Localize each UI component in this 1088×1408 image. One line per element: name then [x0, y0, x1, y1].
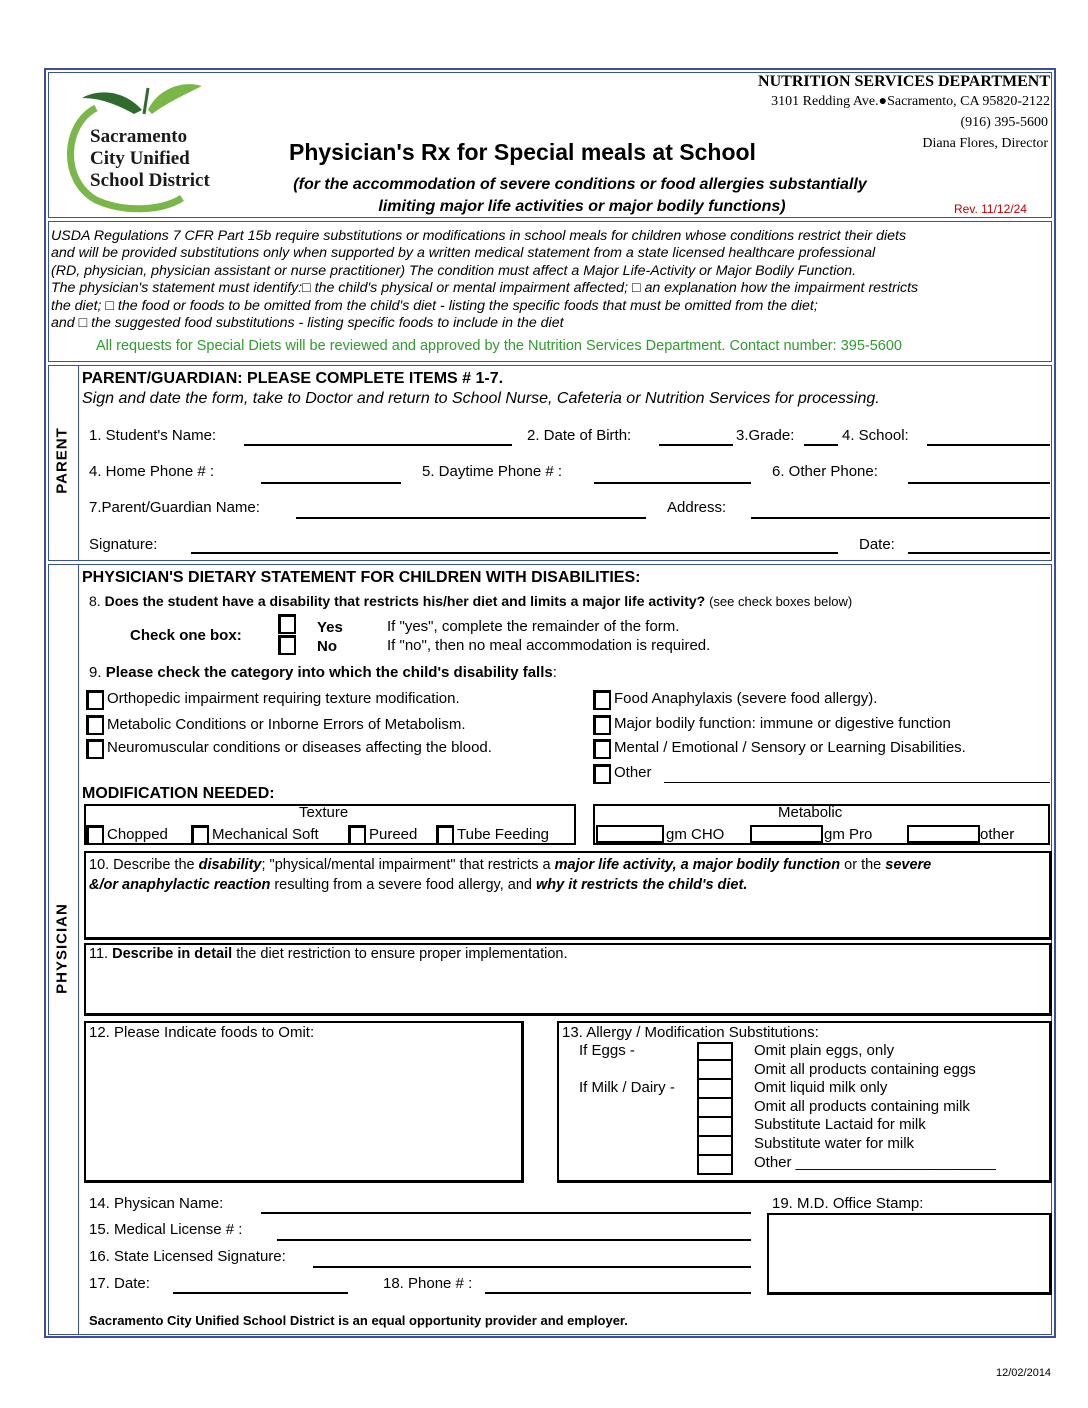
chopped-checkbox[interactable] [86, 825, 104, 845]
modification-heading: MODIFICATION NEEDED: [82, 785, 275, 802]
parent-heading: PARENT/GUARDIAN: PLEASE COMPLETE ITEMS # 1-7. [82, 370, 504, 387]
q10-part-h: resulting from a severe food allergy, and [270, 877, 537, 893]
gm-pro-label: gm Pro [824, 826, 873, 843]
q11-part-a: 11. [89, 946, 113, 962]
gm-cho-field[interactable] [596, 825, 664, 843]
substitution-item: Omit all products containing eggs [754, 1060, 976, 1078]
grade-field[interactable] [804, 444, 838, 446]
substitution-item: Substitute water for milk [754, 1134, 915, 1152]
mechanical-soft-checkbox[interactable] [191, 825, 209, 845]
address-label: Address: [667, 499, 727, 516]
home-phone-field[interactable] [261, 482, 401, 484]
q8-note: (see check boxes below) [709, 594, 853, 609]
usda-line-2: and will be provided substitutions only when supported by a written medical statement from a state licensed healthcare professional [51, 245, 876, 262]
dob-label: 2. Date of Birth: [527, 427, 632, 444]
usda-line-4: The physician's statement must identify:□ the child's physical or mental impairment affected; □ an explanation how the impairment restricts [51, 280, 919, 297]
q10-part-f: severe [885, 857, 932, 873]
q10-text [89, 855, 1049, 895]
anaphylaxis-checkbox[interactable] [593, 690, 611, 710]
review-note: All requests for Special Diets will be reviewed and approved by the Nutrition Services Department. Contact number: 395-5600 [96, 338, 902, 354]
q13-label: 13. Allergy / Modification Substitutions: [562, 1024, 819, 1041]
yes-checkbox[interactable] [278, 614, 296, 634]
if-eggs-label: If Eggs - [579, 1042, 635, 1059]
omit-plain-eggs-checkbox[interactable] [697, 1042, 733, 1061]
student-name-field[interactable] [244, 444, 512, 446]
q9-number: 9. [89, 664, 102, 681]
orthopedic-label: Orthopedic impairment requiring texture modification. [107, 690, 460, 707]
dept-address: 3101 Redding Ave.●Sacramento, CA 95820-2122 [771, 94, 1050, 109]
state-signature-label: 16. State Licensed Signature: [89, 1248, 286, 1265]
q8-question: Does the student have a disability that restricts his/her diet and limits a major life activity? [104, 593, 706, 609]
bodily-function-label: Major bodily function: immune or digestive function [614, 715, 951, 732]
tube-feeding-label: Tube Feeding [457, 826, 550, 843]
substitution-item: Omit liquid milk only [754, 1079, 888, 1097]
q8 [89, 593, 852, 609]
substitution-item: Omit plain eggs, only [754, 1042, 895, 1059]
usda-line-6: and □ the suggested food substitutions - listing specific foods to include in the diet [51, 315, 564, 332]
address-field[interactable] [751, 517, 1050, 519]
physician-side-label: PHYSICIAN [53, 903, 71, 994]
other-phone-label: 6. Other Phone: [772, 463, 878, 480]
other-category-label: Other [614, 764, 652, 781]
usda-text [51, 228, 918, 332]
substitution-item: Omit all products containing milk [754, 1097, 970, 1115]
no-checkbox[interactable] [278, 635, 296, 655]
grade-label: 3.Grade: [736, 427, 795, 444]
substitution-item: Other ________________________ [754, 1153, 996, 1171]
dept-director: Diana Flores, Director [922, 136, 1048, 151]
metabolic-other-label: other [980, 826, 1015, 843]
q9-question: Please check the category into which the child's disability falls [105, 664, 553, 681]
equal-opportunity-footer: Sacramento City Unified School District is an equal opportunity provider and employer. [89, 1313, 628, 1328]
omit-liquid-milk-checkbox[interactable] [697, 1080, 733, 1099]
physician-side-divider [78, 564, 79, 1335]
logo-line-3: School District [90, 170, 210, 191]
physician-name-field[interactable] [261, 1212, 751, 1214]
gm-pro-field[interactable] [750, 825, 823, 843]
usda-line-3: (RD, physician, physician assistant or nurse practitioner) The condition must affect a Major Life-Activity or Major Bodily Function. [51, 262, 857, 279]
q10-part-e: or the [840, 857, 886, 873]
office-stamp-label: 19. M.D. Office Stamp: [772, 1195, 924, 1212]
q11-text [89, 946, 567, 962]
physician-signature-field[interactable] [313, 1266, 751, 1268]
school-label: 4. School: [842, 427, 909, 444]
q8-number: 8. [89, 593, 101, 609]
q12-label: 12. Please Indicate foods to Omit: [89, 1024, 315, 1041]
omit-milk-products-checkbox[interactable] [697, 1099, 733, 1118]
tube-feeding-checkbox[interactable] [436, 825, 454, 845]
guardian-name-field[interactable] [296, 517, 646, 519]
physician-heading: PHYSICIAN'S DIETARY STATEMENT FOR CHILDREN WITH DISABILITIES: [82, 569, 641, 586]
q10-part-d: major life activity, a major bodily function [554, 857, 841, 873]
anaphylaxis-label: Food Anaphylaxis (severe food allergy). [614, 690, 878, 707]
physician-date-field[interactable] [173, 1292, 348, 1294]
q10-part-a: 10. Describe the [89, 857, 199, 873]
omit-egg-products-checkbox[interactable] [697, 1061, 733, 1080]
pureed-checkbox[interactable] [348, 825, 366, 845]
foods-to-omit-box[interactable] [84, 1021, 524, 1183]
substitution-item: Substitute Lactaid for milk [754, 1116, 926, 1134]
no-label: No [317, 638, 337, 655]
logo-line-1: Sacramento [90, 126, 188, 147]
yes-label: Yes [317, 619, 343, 636]
bodily-function-checkbox[interactable] [593, 715, 611, 735]
q11-part-b: Describe in detail [112, 946, 233, 962]
guardian-name-label: 7.Parent/Guardian Name: [89, 499, 260, 516]
orthopedic-checkbox[interactable] [86, 690, 104, 710]
q10-part-i: why it restricts the child's diet. [536, 877, 748, 893]
mechanical-soft-label: Mechanical Soft [212, 826, 319, 843]
physician-name-label: 14. Physican Name: [89, 1195, 224, 1212]
dob-field[interactable] [659, 444, 733, 446]
parent-side-divider [78, 365, 79, 561]
q10-part-c: ; "physical/mental impairment" that restricts a [261, 857, 555, 873]
logo-line-2: City Unified [90, 148, 190, 169]
texture-label: Texture [299, 804, 349, 821]
other-category-checkbox[interactable] [593, 764, 611, 784]
parent-date-label: Date: [859, 536, 895, 553]
dept-phone: (916) 395-5600 [960, 115, 1048, 130]
signature-label: Signature: [89, 536, 158, 553]
pureed-label: Pureed [369, 826, 418, 843]
mental-checkbox[interactable] [593, 739, 611, 759]
usda-line-5: the diet; □ the food or foods to be omitted from the child's diet - listing the specific foods that must be omitted from the diet; [51, 297, 818, 314]
water-checkbox[interactable] [697, 1137, 733, 1156]
q9 [89, 664, 557, 681]
physician-phone-label: 18. Phone # : [383, 1275, 473, 1292]
page-date: 12/02/2014 [996, 1367, 1052, 1379]
q9-colon: : [552, 664, 557, 681]
check-one-label: Check one box: [130, 627, 242, 644]
form-subtitle-2: limiting major life activities or major bodily functions) [378, 198, 786, 215]
chopped-label: Chopped [107, 826, 168, 843]
yes-note: If "yes", complete the remainder of the form. [387, 618, 680, 635]
parent-side-label: PARENT [53, 427, 71, 494]
other-phone-field[interactable] [908, 482, 1050, 484]
form-subtitle-1: (for the accommodation of severe conditions or food allergies substantially [293, 176, 867, 193]
gm-cho-label: gm CHO [666, 826, 725, 843]
daytime-phone-field[interactable] [594, 482, 751, 484]
form-title: Physician's Rx for Special meals at School [289, 139, 756, 165]
parent-instructions: Sign and date the form, take to Doctor and return to School Nurse, Cafeteria or Nutrition Services for processing. [82, 390, 880, 407]
metabolic-mod-label: Metabolic [778, 804, 843, 821]
lactaid-checkbox[interactable] [697, 1118, 733, 1137]
mental-label: Mental / Emotional / Sensory or Learning Disabilities. [614, 739, 966, 756]
metabolic-other-field[interactable] [907, 825, 980, 843]
neuromuscular-label: Neuromuscular conditions or diseases affecting the blood. [107, 739, 492, 756]
metabolic-checkbox[interactable] [86, 715, 104, 735]
dept-name: NUTRITION SERVICES DEPARTMENT [758, 73, 1050, 90]
neuromuscular-checkbox[interactable] [86, 739, 104, 759]
no-note: If "no", then no meal accommodation is required. [387, 637, 711, 654]
physician-date-label: 17. Date: [89, 1275, 150, 1292]
home-phone-label: 4. Home Phone # : [89, 463, 215, 480]
school-field[interactable] [927, 444, 1050, 446]
other-category-field[interactable] [664, 782, 1050, 783]
revision-date: Rev. 11/12/24 [954, 202, 1027, 216]
metabolic-label: Metabolic Conditions or Inborne Errors of Metabolism. [107, 716, 466, 733]
q10-part-b: disability [198, 857, 262, 873]
q11-part-c: the diet restriction to ensure proper implementation. [232, 946, 568, 962]
physician-phone-field[interactable] [485, 1292, 751, 1294]
substitution-list [754, 1042, 996, 1172]
other-substitution-checkbox[interactable] [697, 1156, 733, 1175]
q10-part-g: &/or anaphylactic reaction [89, 877, 271, 893]
license-field[interactable] [277, 1239, 751, 1241]
parent-signature-field[interactable] [191, 552, 838, 554]
daytime-phone-label: 5. Daytime Phone # : [422, 463, 563, 480]
usda-line-1: USDA Regulations 7 CFR Part 15b require substitutions or modifications in school meals for children whose conditions restrict their diets [51, 228, 907, 244]
license-label: 15. Medical License # : [89, 1221, 243, 1238]
student-name-label: 1. Student's Name: [89, 427, 217, 444]
if-milk-label: If Milk / Dairy - [579, 1079, 675, 1096]
office-stamp-box[interactable] [767, 1213, 1052, 1295]
parent-date-field[interactable] [908, 552, 1050, 554]
